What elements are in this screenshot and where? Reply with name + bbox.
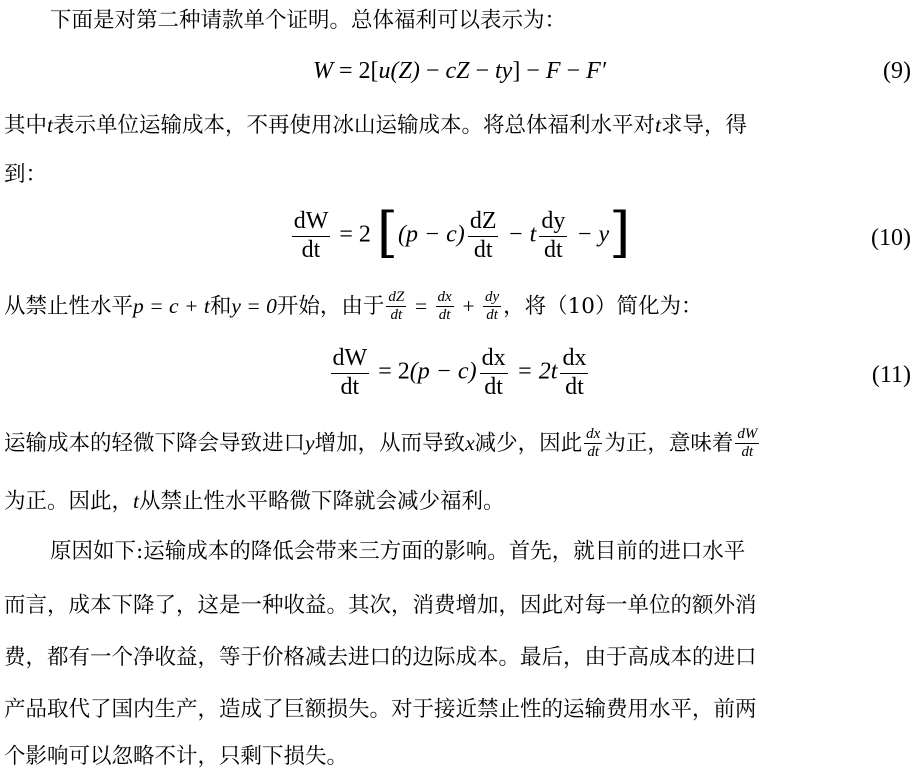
eq9-minus2: − [469,58,495,84]
eq9-ty: ty [494,58,513,84]
eq10-frac-dy-dt [539,208,567,264]
p3-eq: = [408,293,434,318]
eq10-right-bracket: ] [609,201,631,265]
p3-dt: dt [390,307,403,324]
p4-dt: dt [587,444,600,461]
paragraph-reasons-line3: 费，都有一个净收益，等于价格减去进口的边际成本。最后，由于高成本的进口 [4,645,757,670]
eq11-dt: dt [340,373,360,400]
p3-dt3: dt [486,307,498,324]
eq9-f: F [545,58,561,84]
eq9-eq: = 2[ [333,58,379,84]
p4-line2-t: t [133,489,139,513]
p4-var-x: x [465,430,475,455]
paragraph-effect-line2 [4,486,913,517]
paragraph-intro [50,6,913,36]
eq10-dz: dZ [468,208,499,237]
eq10-dt: dt [301,236,321,263]
p3-dt2: dt [438,307,451,324]
eq11-frac-dx-dt [480,345,508,401]
eq11-frac-dx2-dt [560,345,588,401]
eq10-dy: dy [539,208,567,237]
equation-10 [0,201,919,265]
eq9-w: W [313,58,334,84]
eq11-eq2: = 2t [510,358,558,385]
eq11-pc: (p − c) [409,358,477,385]
p4-frac-dw-dt [735,426,759,462]
p2-var-t: t [47,113,53,137]
p3-text-c: 开始，由于 [276,293,385,319]
equation-9 [0,58,919,85]
p4-dt2: dt [741,444,754,461]
eq9-minus3: − [560,58,587,84]
p3-frac-dx-dt [436,289,454,325]
p3-eq-p: p = c + t [133,293,210,318]
equation-number-10: (10) [871,225,911,251]
p3-eq-y0: y = 0 [231,293,277,318]
eq10-frac-dz-dt [468,208,499,264]
p4-text-a: 运输成本的轻微下降会导致进口 [4,430,306,456]
p4-dx: dx [584,426,602,444]
paragraph-reasons-line4: 产品取代了国内生产，造成了巨额损失。对于接近禁止性的运输费用水平，前两 [4,697,757,722]
p2-text-a: 其中 [4,113,48,138]
eq10-minus-y: − y [570,221,610,248]
eq11-dw: dW [331,345,370,374]
p3-text-b: 和 [209,293,232,319]
p4-line2-a: 为正。因此， [4,489,134,514]
eq10-dt3: dt [544,236,563,263]
p3-frac-dz-dt [386,289,406,325]
p3-dx: dx [436,289,454,307]
p3-dz: dZ [386,289,406,307]
eq9-minus1: − [419,58,446,84]
eq11-dt2: dt [484,373,503,400]
p3-frac-dy-dt [483,289,501,325]
eq10-frac-dw-dt [292,208,331,264]
p4-frac-dx-dt [584,426,602,462]
p4-text-d: 为正，意味着 [604,430,734,456]
eq10-minus-t: − t [501,221,537,248]
equation-number-11: (11) [871,362,911,388]
p3-text-a: 从禁止性水平 [4,293,134,319]
eq10-pc: (p − c) [397,221,465,248]
paragraph-derivative-line1 [4,110,913,141]
eq11-dt3: dt [565,373,584,400]
eq9-bracket-close: ] − [512,58,546,84]
p4-line2-b: 从禁止性水平略微下降就会减少福利。 [139,489,505,514]
p4-dw: dW [735,426,759,444]
eq11-dx: dx [480,345,508,374]
p2-var-t2: t [655,113,661,137]
p3-dy: dy [483,289,501,307]
paragraph-derivative-line2 [4,160,913,190]
paragraph-reasons-line5: 个影响可以忽略不计，只剩下损失。 [4,744,349,769]
p2-text-b: 表示单位运输成本，不再使用冰山运输成本。将总体福利水平对 [53,113,656,138]
eq9-cz: cZ [445,58,470,84]
eq11-eq1: = 2 [372,358,410,385]
eq9-fprime: F′ [586,58,606,84]
eq10-eq: = 2 [333,221,371,248]
paragraph-prohibitive [4,289,913,325]
eq11-dx2: dx [560,345,588,374]
intro-text: 下面是对第二种请款单个证明。总体福利可以表示为： [50,8,567,33]
equation-11 [0,345,919,401]
p4-text-b: 增加，从而导致 [314,430,466,456]
p3-plus: + [455,293,481,318]
eq11-frac-dw-dt [331,345,370,401]
paragraph-reasons-line2: 而言，成本下降了，这是一种收益。其次，消费增加，因此对每一单位的额外消 [4,593,757,618]
eq10-left-bracket: [ [376,201,398,265]
p2-text-line2: 到： [4,162,48,187]
p3-text-d: ，将（10）简化为： [503,293,703,319]
paragraph-reasons-line1: 原因如下:运输成本的降低会带来三方面的影响。首先，就目前的进口水平 [50,539,746,564]
p4-text-c: 减少，因此 [474,430,583,456]
eq10-dw: dW [292,208,331,237]
eq9-z: (Z) [390,58,420,84]
p2-text-c: 求导，得 [661,113,748,138]
equation-number-9: (9) [883,58,911,84]
eq9-u: u [378,58,391,84]
eq10-dt2: dt [473,236,493,263]
p4-var-y: y [305,430,315,455]
paragraph-effect-line1 [4,426,913,462]
